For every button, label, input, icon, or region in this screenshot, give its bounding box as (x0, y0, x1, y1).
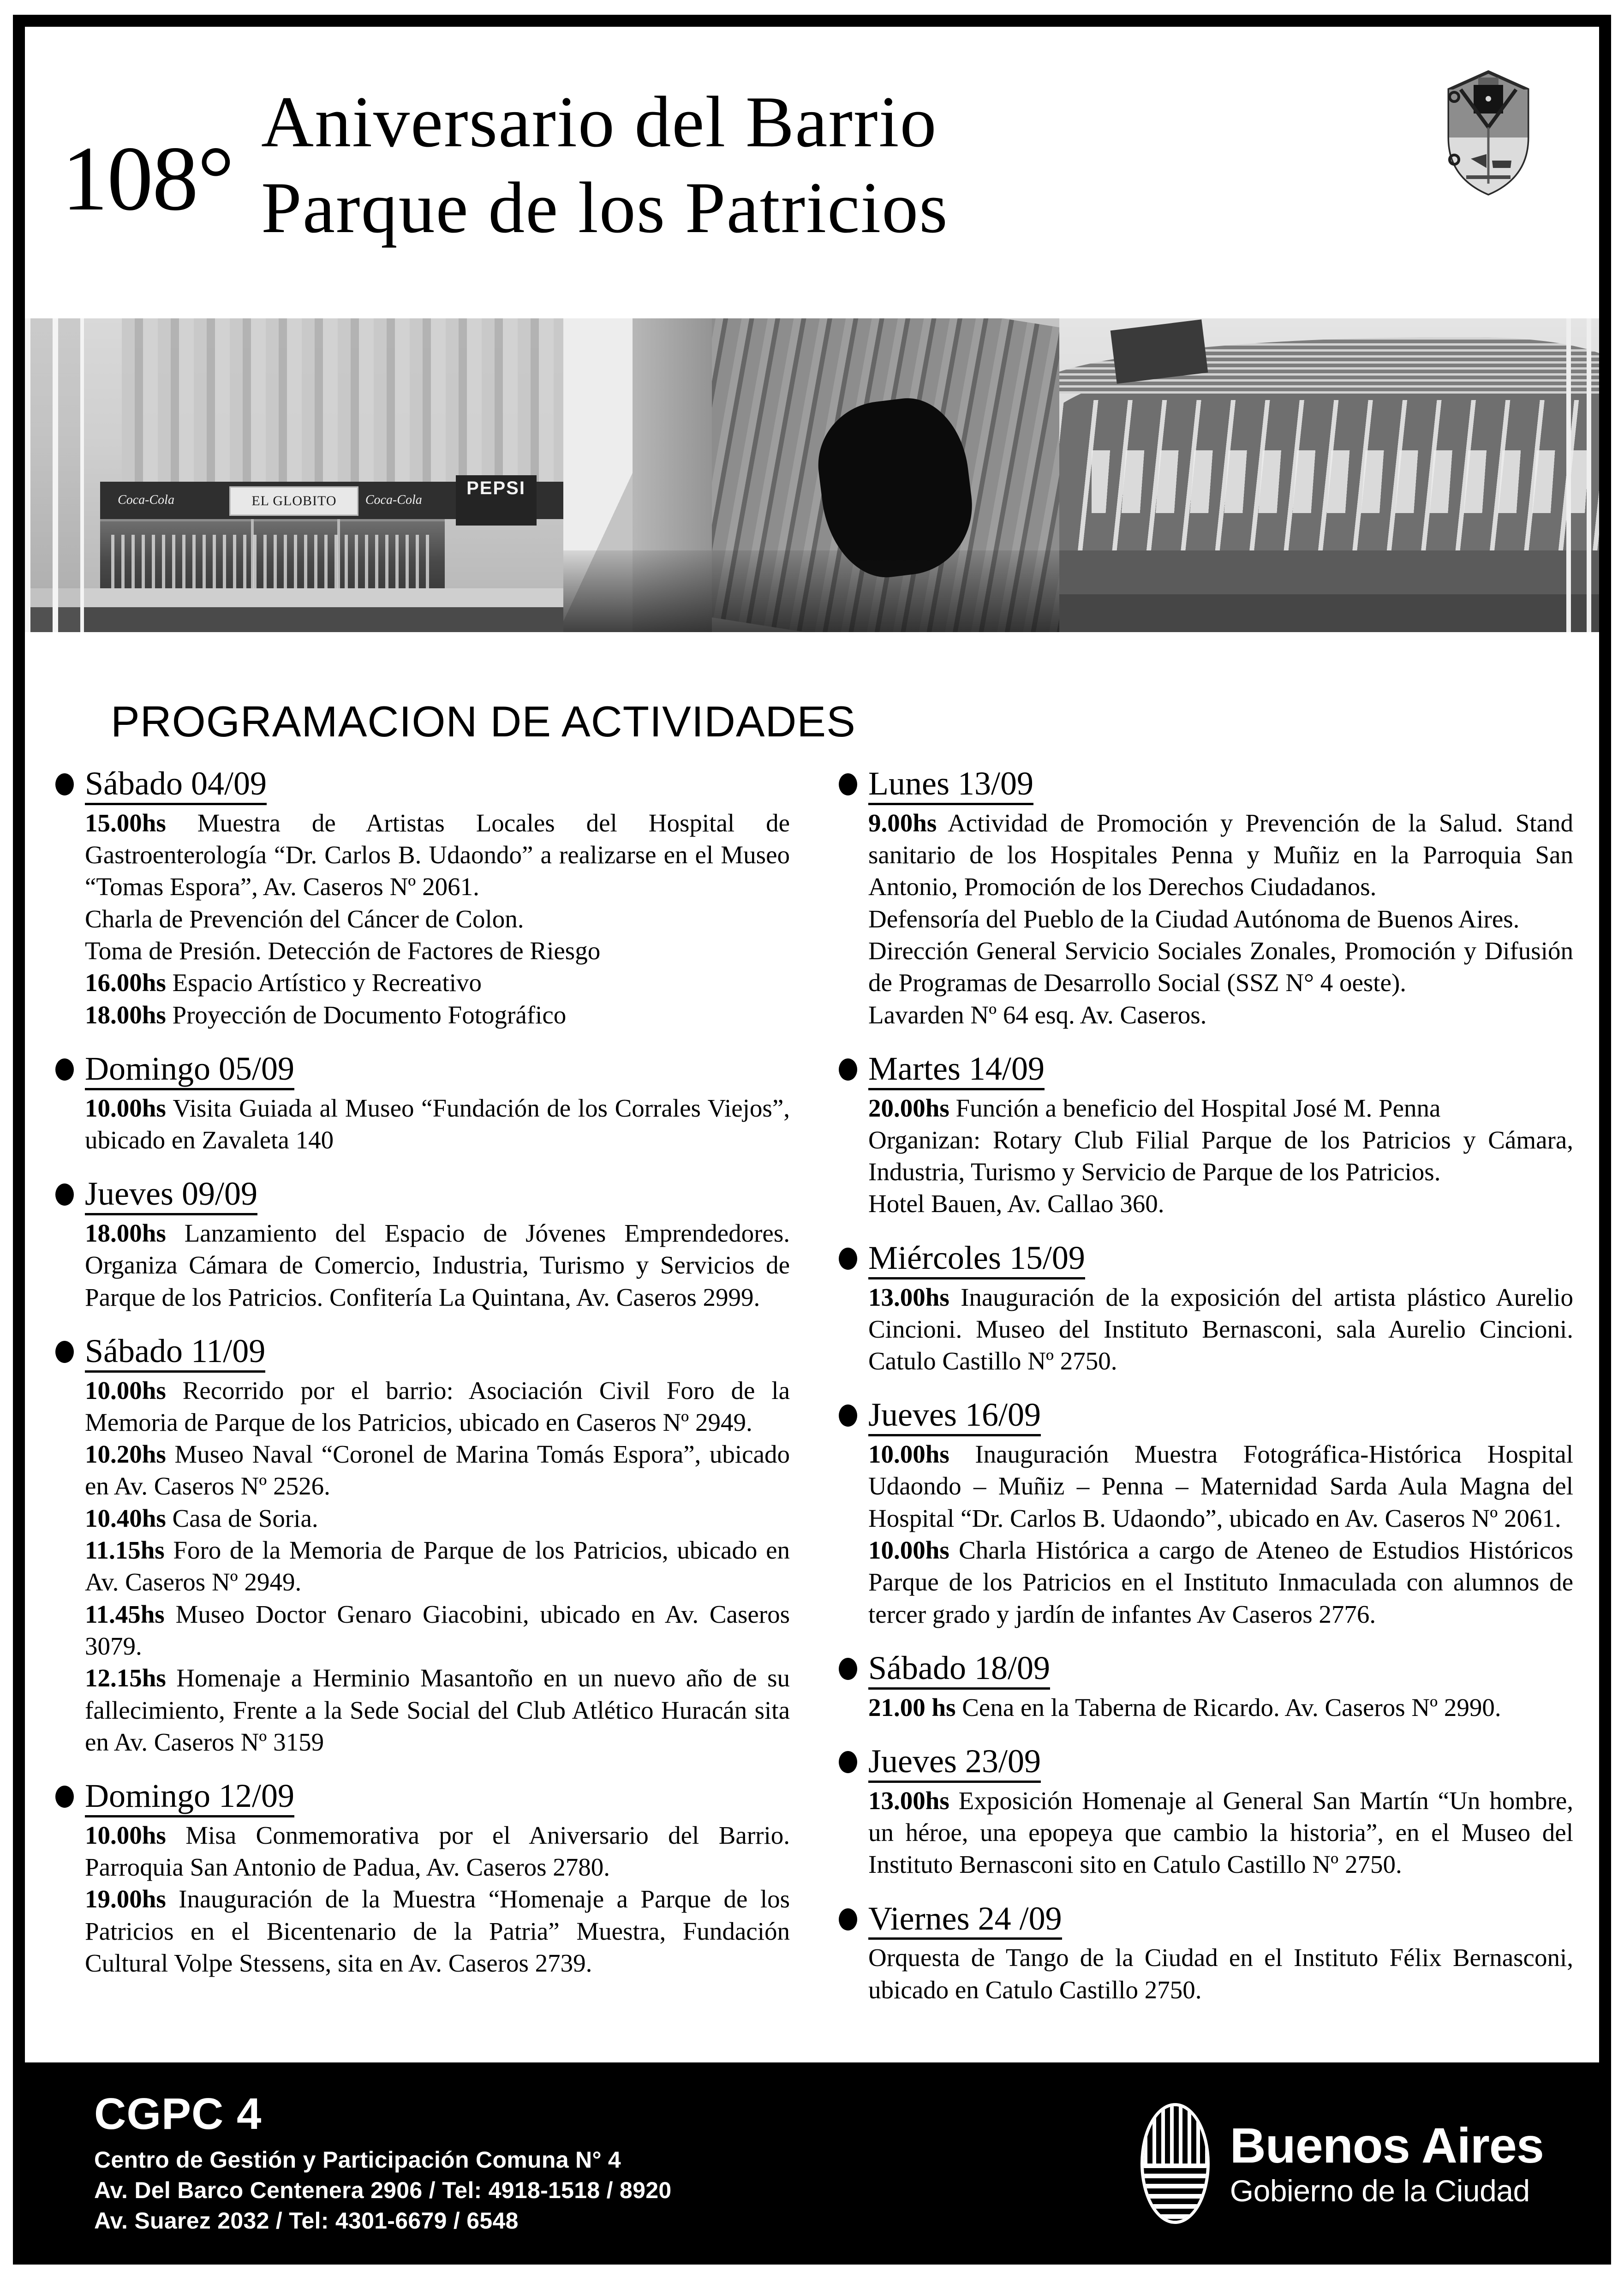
poster-header (25, 27, 1599, 304)
day-entries (868, 1785, 1573, 1881)
day-label: Sábado 04/09 (85, 766, 267, 805)
buenos-aires-oval-icon (1140, 2103, 1210, 2224)
bullet-icon (839, 1908, 857, 1930)
entry-time: 10.40hs (85, 1504, 166, 1532)
section-title: PROGRAMACION DE ACTIVIDADES (111, 697, 856, 746)
program-entry (868, 1092, 1573, 1124)
photo1-building (122, 318, 563, 494)
photo-huracan-stadium (1059, 318, 1599, 632)
entry-time: 19.00hs (85, 1885, 166, 1913)
day-heading (839, 1051, 1573, 1090)
program-entry (868, 935, 1573, 999)
bullet-icon (55, 1341, 74, 1363)
photo3-billboard (1110, 319, 1208, 383)
day-entries (85, 807, 790, 1031)
entry-text: Charla de Prevención del Cáncer de Colon. (85, 904, 524, 933)
photo1-plants (111, 535, 434, 591)
cgpc-address-2: Av. Suarez 2032 / Tel: 4301-6679 / 6548 (94, 2208, 519, 2234)
title-line-2: Parque de los Patricios (261, 167, 949, 248)
bullet-icon (839, 1751, 857, 1773)
entry-text: Orquesta de Tango de la Ciudad en el Instituto Félix Bernasconi, ubicado en Catulo Castillo 2750. (868, 1943, 1573, 2004)
program-entry (868, 1188, 1573, 1219)
day-block (55, 766, 790, 1031)
pepsi-sign: PEPSI (456, 475, 537, 526)
day-heading (55, 1051, 790, 1090)
program-entry (868, 1691, 1573, 1723)
day-label: Miércoles 15/09 (868, 1240, 1085, 1279)
entry-time: 10.20hs (85, 1440, 166, 1469)
cgpc-address-1: Av. Del Barco Centenera 2906 / Tel: 4918-1518 / 8920 (94, 2177, 672, 2204)
program-entry (868, 999, 1573, 1031)
entry-text: Proyección de Documento Fotográfico (166, 1000, 567, 1029)
program-entry (868, 1942, 1573, 2006)
entry-time: 10.00hs (85, 1376, 166, 1404)
entry-time: 18.00hs (85, 1000, 166, 1029)
program-column-right (839, 766, 1573, 2039)
buenos-aires-subtitle: Gobierno de la Ciudad (1230, 2174, 1530, 2208)
photo-strip (25, 318, 1599, 632)
day-label: Domingo 12/09 (85, 1778, 294, 1817)
day-block (839, 1397, 1573, 1630)
day-entries (868, 1281, 1573, 1377)
program-entry (868, 1534, 1573, 1630)
day-label: Sábado 18/09 (868, 1650, 1050, 1690)
program-entry (85, 1883, 790, 1979)
day-entries (868, 1438, 1573, 1630)
program-entry (85, 1092, 790, 1156)
photo2-shadow (563, 550, 1059, 632)
day-label: Jueves 16/09 (868, 1397, 1041, 1436)
buenos-aires-title: Buenos Aires (1230, 2117, 1544, 2173)
entry-time: 10.00hs (868, 1536, 949, 1565)
el-globito-sign (229, 486, 358, 516)
entry-text: Función a beneficio del Hospital José M. Penna (949, 1094, 1441, 1122)
entry-time: 10.00hs (868, 1440, 949, 1469)
program-column-left (55, 766, 790, 2039)
entry-text: Toma de Presión. Detección de Factores de Riesgo (85, 936, 601, 965)
bullet-icon (839, 1658, 857, 1680)
bullet-icon (55, 1058, 74, 1081)
entry-text: Inauguración de la exposición del artista plástico Aurelio Cincioni. Museo del Instituto Bernasconi, sala Aurelio Cincioni. Catulo Castillo Nº 2750. (868, 1283, 1573, 1375)
program-entry (85, 999, 790, 1031)
entry-time: 15.00hs (85, 808, 166, 837)
day-block (839, 1744, 1573, 1881)
oval-vertical-bars (1144, 2106, 1206, 2163)
day-label: Jueves 09/09 (85, 1176, 257, 1215)
program-entry (85, 807, 790, 903)
day-entries (85, 1819, 790, 1979)
day-heading (839, 1650, 1573, 1690)
entry-text: Dirección General Servicio Sociales Zonales, Promoción y Difusión de Programas de Desarrollo Social (SSZ N° 4 oeste). (868, 936, 1573, 997)
program-entry (85, 1502, 790, 1534)
day-heading (839, 1397, 1573, 1436)
day-label: Martes 14/09 (868, 1051, 1045, 1090)
program-entry (868, 807, 1573, 903)
day-entries (85, 1217, 790, 1313)
entry-time: 10.00hs (85, 1821, 166, 1849)
entry-text: Hotel Bauen, Av. Callao 360. (868, 1189, 1164, 1218)
program-entry (85, 1217, 790, 1313)
day-label: Viernes 24 /09 (868, 1901, 1062, 1940)
photo3-right-railing (1551, 318, 1599, 632)
program-entry (868, 1281, 1573, 1377)
poster-title (233, 79, 1442, 251)
program-entry (85, 1375, 790, 1439)
buenos-aires-wordmark (1230, 2119, 1544, 2208)
entry-time: 11.45hs (85, 1600, 165, 1628)
entry-time: 18.00hs (85, 1219, 166, 1247)
entry-text: Charla Histórica a cargo de Ateneo de Estudios Históricos Parque de los Patricios en el Instituto Inmaculada con alumnos de tercer grado y jardín de infantes Av Caseros 2776. (868, 1536, 1573, 1628)
bullet-icon (839, 1404, 857, 1427)
day-heading (839, 1744, 1573, 1783)
day-entries (868, 1942, 1573, 2006)
day-label: Sábado 11/09 (85, 1333, 265, 1373)
entry-text: Defensoría del Pueblo de la Ciudad Autónoma de Buenos Aires. (868, 904, 1520, 933)
day-block (839, 1901, 1573, 2006)
photo1-left-railing (25, 318, 84, 632)
entry-text: Espacio Artístico y Recreativo (166, 968, 482, 997)
entry-text: Visita Guiada al Museo “Fundación de los Corrales Viejos”, ubicado en Zavaleta 140 (85, 1094, 790, 1154)
entry-time: 9.00hs (868, 808, 937, 837)
day-heading (839, 1901, 1573, 1940)
cgpc-title: CGPC 4 (94, 2089, 262, 2139)
entry-text: Lanzamiento del Espacio de Jóvenes Emprendedores. Organiza Cámara de Comercio, Industria, Turismo y Servicios de Parque de los Patricios. Confitería La Quintana, Av. Caseros 2999. (85, 1219, 790, 1311)
entry-text: Foro de la Memoria de Parque de los Patricios, ubicado en Av. Caseros Nº 2949. (85, 1536, 790, 1596)
poster-footer (25, 2062, 1599, 2265)
day-block (55, 1176, 790, 1313)
program-entry (85, 903, 790, 935)
entry-text: Muestra de Artistas Locales del Hospital de Gastroenterología “Dr. Carlos B. Udaondo” a realizarse en el Museo “Tomas Espora”, Av. Caseros Nº 2061. (85, 808, 790, 901)
cocacola-sign-left: Coca-Cola (118, 493, 174, 508)
entry-text: Museo Naval “Coronel de Marina Tomás Espora”, ubicado en Av. Caseros Nº 2526. (85, 1440, 790, 1500)
entry-text: Misa Conmemorativa por el Aniversario del Barrio. Parroquia San Antonio de Padua, Av. Caseros 2780. (85, 1821, 790, 1882)
day-block (55, 1778, 790, 1979)
bullet-icon (839, 1248, 857, 1270)
bullet-icon (839, 1058, 857, 1081)
program-entry (868, 1124, 1573, 1188)
bullet-icon (55, 1183, 74, 1206)
photo3-windows (1092, 450, 1599, 513)
entry-time: 13.00hs (868, 1786, 949, 1815)
photo-building-facade (563, 318, 1059, 632)
day-heading (839, 766, 1573, 805)
photo3-base-wall (1059, 550, 1599, 594)
anniversary-number: 108° (62, 128, 233, 230)
program-entry (868, 903, 1573, 935)
title-line-1: Aniversario del Barrio (261, 81, 937, 162)
el-globito-sign-text: EL GLOBITO (251, 493, 337, 509)
entry-text: Exposición Homenaje al General San Martín “Un hombre, un héroe, una epopeya que cambio la historia”, en el Museo del Instituto Bernasconi sito en Catulo Castillo Nº 2750. (868, 1786, 1573, 1879)
cgpc-subtitle: Centro de Gestión y Participación Comuna N° 4 (94, 2147, 621, 2173)
photo-storefront (25, 318, 563, 632)
day-heading (55, 1333, 790, 1373)
day-block (839, 766, 1573, 1031)
program-entry (85, 967, 790, 998)
program-entry (85, 1534, 790, 1598)
program-entry (868, 1438, 1573, 1534)
entry-text: Inauguración Muestra Fotográfica-Histórica Hospital Udaondo – Muñiz – Penna – Maternidad Sarda Aula Magna del Hospital “Dr. Carlos B. Udaondo”, ubicado en Av. Caseros Nº 2061. (868, 1440, 1573, 1532)
day-entries (85, 1375, 790, 1758)
entry-text: Actividad de Promoción y Prevención de la Salud. Stand sanitario de los Hospitales Penna y Muñiz en la Parroquia San Antonio, Promoción de los Derechos Ciudadanos. (868, 808, 1573, 901)
day-heading (55, 1778, 790, 1817)
program-entry (85, 935, 790, 967)
day-block (55, 1333, 790, 1758)
entry-text: Inauguración de la Muestra “Homenaje a Parque de los Patricios en el Bicentenario de la Patria” Muestra, Fundación Cultural Volpe Stessens, sita en Av. Caseros 2739. (85, 1885, 790, 1978)
footer-contact-block (94, 2091, 1140, 2236)
photo1-sidewalk (25, 588, 563, 607)
day-label: Domingo 05/09 (85, 1051, 294, 1090)
program-entry (868, 1785, 1573, 1881)
day-entries (868, 1691, 1573, 1723)
day-block (839, 1051, 1573, 1220)
day-entries (868, 807, 1573, 1031)
program-entry (85, 1819, 790, 1883)
bullet-icon (55, 1786, 74, 1808)
entry-text: Casa de Soria. (166, 1504, 318, 1532)
day-heading (55, 1176, 790, 1215)
oval-horizontal-bars (1144, 2163, 1206, 2221)
entry-text: Lavarden Nº 64 esq. Av. Caseros. (868, 1000, 1207, 1029)
entry-time: 13.00hs (868, 1283, 949, 1311)
day-entries (85, 1092, 790, 1156)
day-heading (839, 1240, 1573, 1279)
entry-time: 21.00 hs (868, 1693, 956, 1721)
entry-text: Recorrido por el barrio: Asociación Civil Foro de la Memoria de Parque de los Patricios, ubicado en Caseros Nº 2949. (85, 1376, 790, 1436)
buenos-aires-logo (1140, 2103, 1544, 2224)
entry-text: Organizan: Rotary Club Filial Parque de los Patricios y Cámara, Industria, Turismo y Servicio de Parque de los Patricios. (868, 1125, 1573, 1186)
entry-time: 11.15hs (85, 1536, 165, 1565)
entry-time: 10.00hs (85, 1094, 166, 1122)
coat-of-arms-icon (1442, 68, 1581, 262)
day-label: Jueves 23/09 (868, 1744, 1041, 1783)
bullet-icon (839, 773, 857, 795)
program-entry (85, 1662, 790, 1758)
day-entries (868, 1092, 1573, 1220)
entry-text: Museo Doctor Genaro Giacobini, ubicado en Av. Caseros 3079. (85, 1600, 790, 1660)
entry-text: Cena en la Taberna de Ricardo. Av. Caseros Nº 2990. (955, 1693, 1501, 1721)
bullet-icon (55, 773, 74, 795)
day-block (839, 1240, 1573, 1377)
entry-text: Homenaje a Herminio Masantoño en un nuevo año de su fallecimiento, Frente a la Sede Social del Club Atlético Huracán sita en Av. Caseros Nº 3159 (85, 1664, 790, 1756)
program-entry (85, 1438, 790, 1502)
entry-time: 20.00hs (868, 1094, 949, 1122)
program-entry (85, 1598, 790, 1662)
entry-time: 16.00hs (85, 968, 166, 997)
photo1-road (25, 607, 563, 632)
day-label: Lunes 13/09 (868, 766, 1033, 805)
cocacola-sign-right: Coca-Cola (365, 493, 422, 508)
program-columns (55, 766, 1573, 2039)
day-block (55, 1051, 790, 1156)
entry-time: 12.15hs (85, 1664, 166, 1692)
photo3-street (1059, 594, 1599, 632)
day-block (839, 1650, 1573, 1723)
day-heading (55, 766, 790, 805)
